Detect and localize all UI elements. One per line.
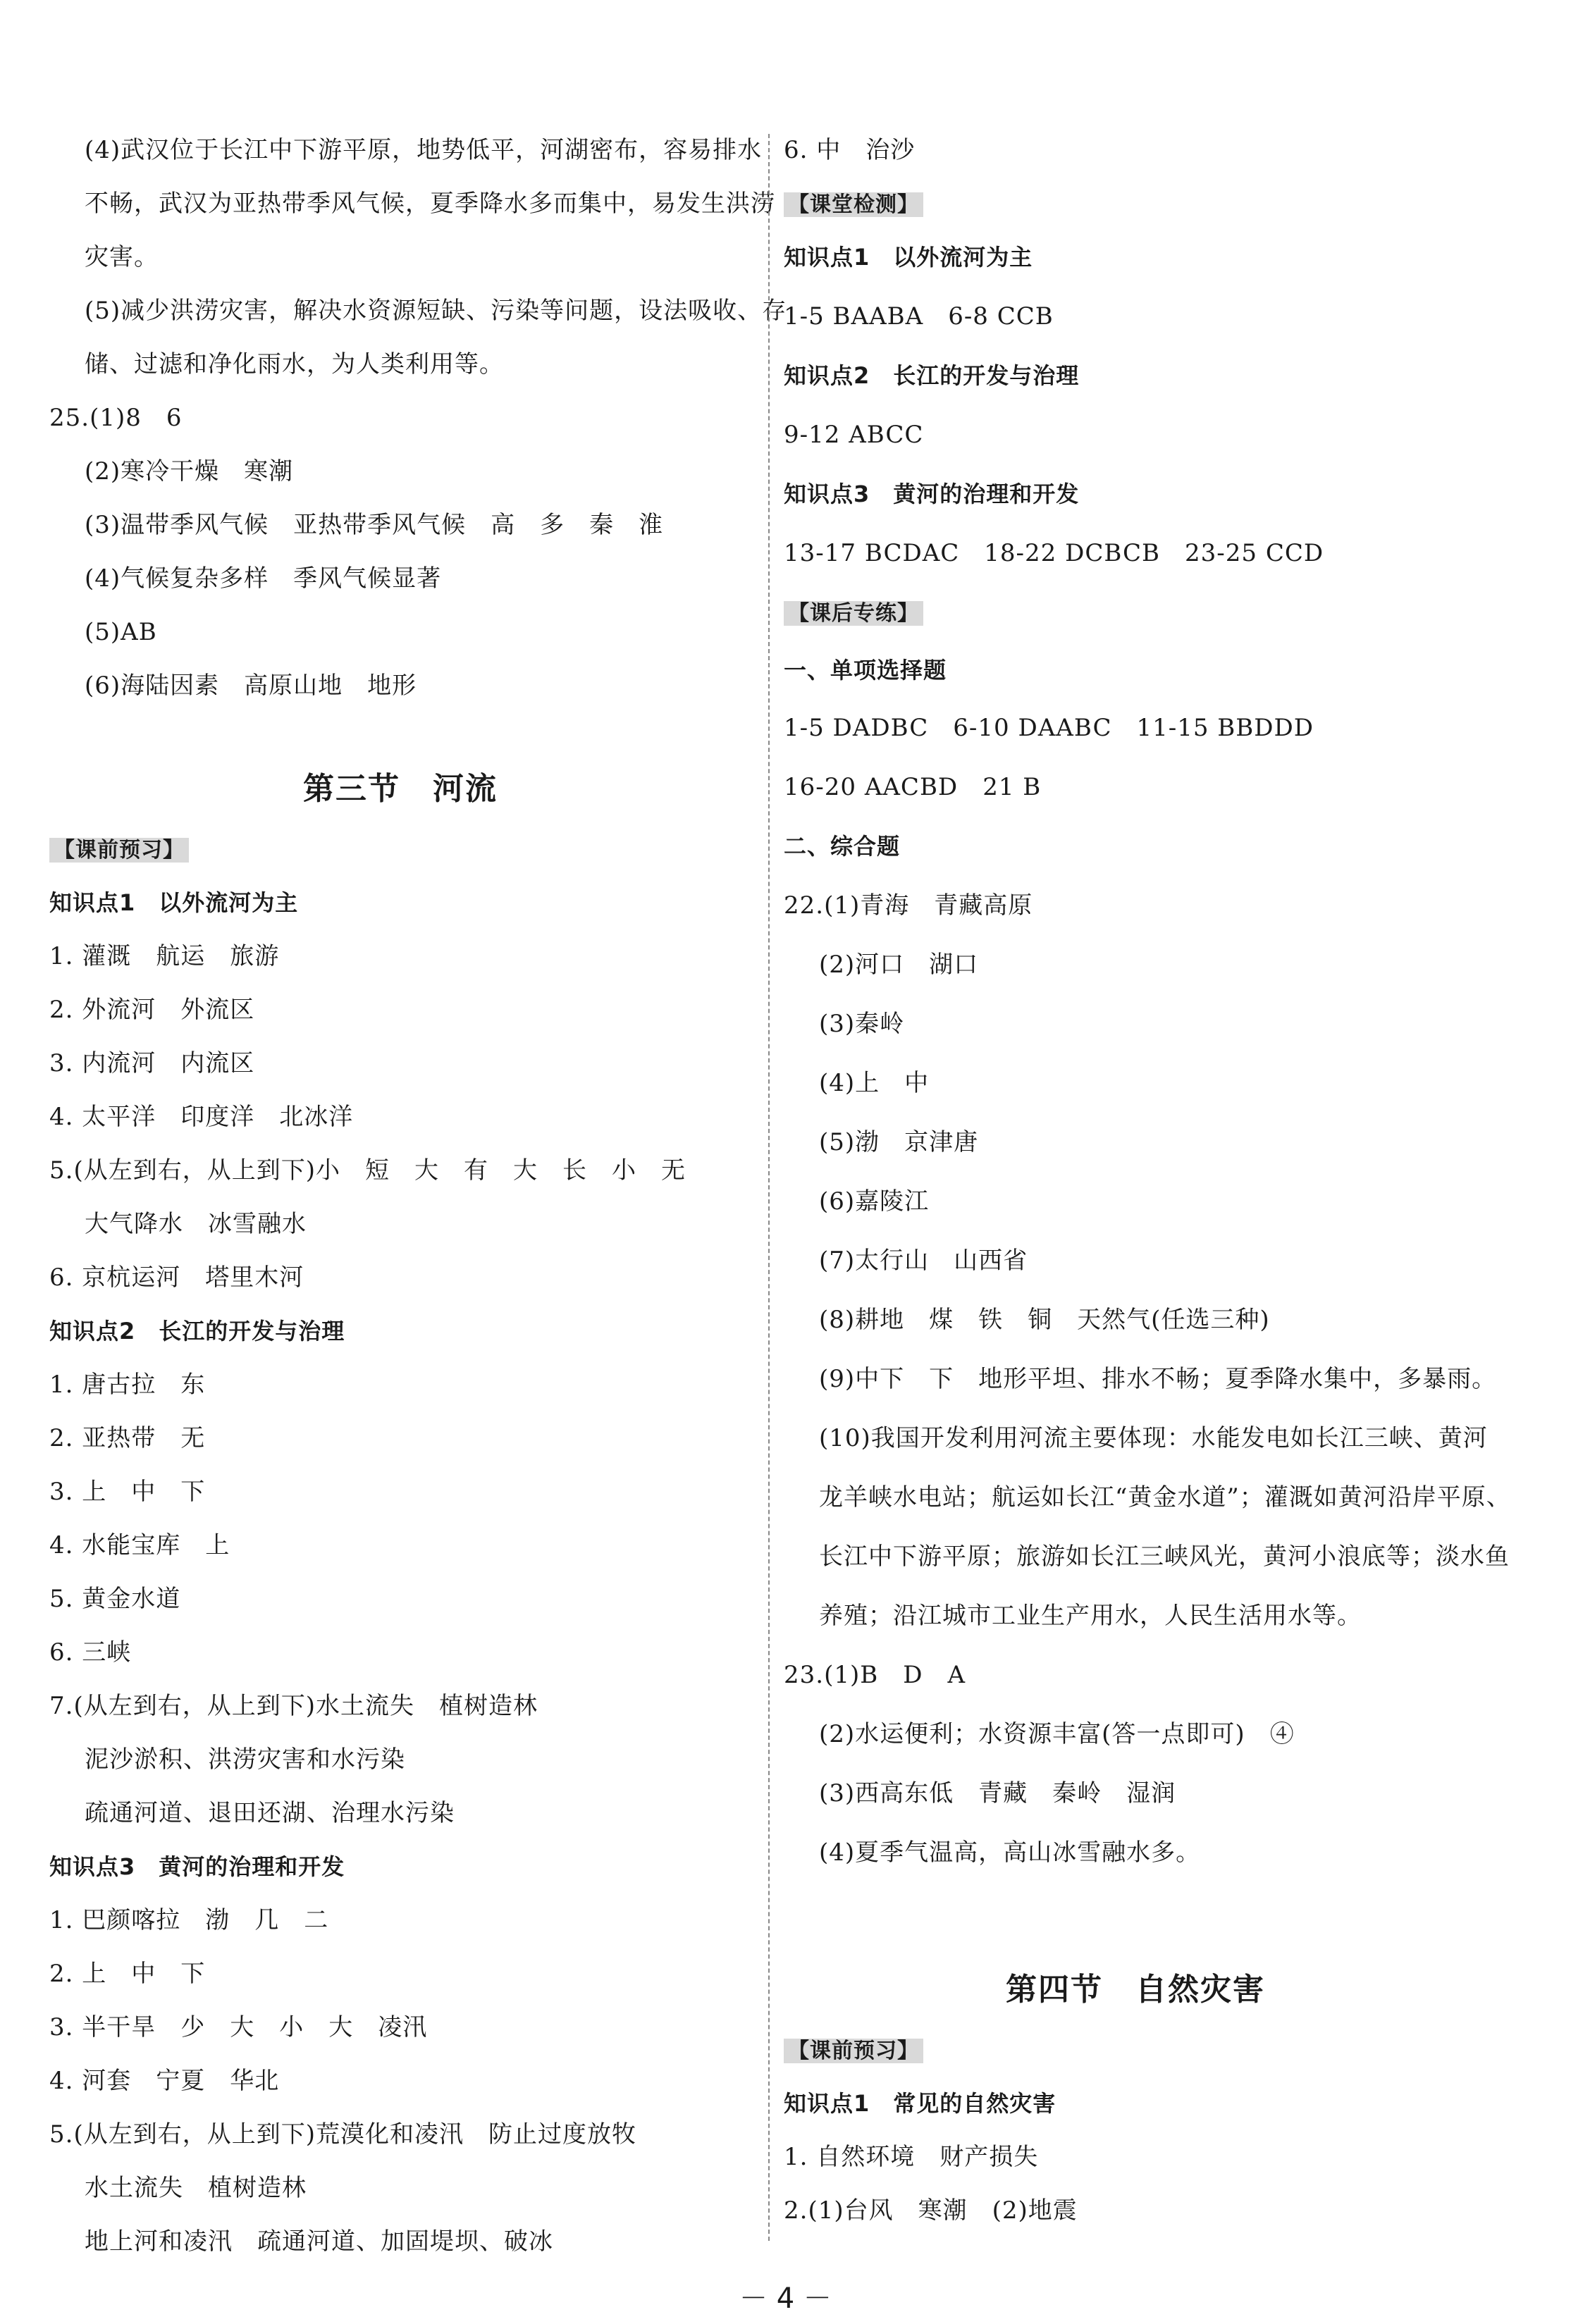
knowledge-heading: 知识点3 黄河的治理和开发 — [49, 1853, 345, 1880]
answer-line: 大气降水 冰雪融水 — [85, 1210, 307, 1238]
page-number: － 4 － — [739, 2282, 832, 2315]
knowledge-heading: 知识点1 常见的自然灾害 — [784, 2090, 1056, 2117]
answer-line: 5.(从左到右，从上到下)荒漠化和凌汛 防止过度放牧 — [49, 2120, 636, 2149]
knowledge-heading: 知识点2 长江的开发与治理 — [49, 1318, 345, 1345]
answer-line: 2. 上 中 下 — [49, 1960, 206, 1988]
answer-line: 5.(从左到右，从上到下)小 短 大 有 大 长 小 无 — [49, 1156, 686, 1185]
answer-line: (5)减少洪涝灾害，解决水资源短缺、污染等问题，设法吸收、存 — [85, 297, 787, 325]
knowledge-heading: 知识点2 长江的开发与治理 — [784, 362, 1080, 389]
answer-line: 3. 上 中 下 — [49, 1478, 206, 1506]
section-tag — [784, 189, 923, 219]
answer-line: 23.(1)B D A — [784, 1661, 966, 1689]
answer-line: (6)海陆因素 高原山地 地形 — [85, 672, 417, 700]
answer-line: 1-5 DADBC 6-10 DAABC 11-15 BBDDD — [784, 714, 1314, 742]
answer-line: (2)河口 湖口 — [819, 951, 979, 979]
answer-line: 1-5 BAABA 6-8 CCB — [784, 302, 1054, 330]
answer-line: (5)渤 京津唐 — [819, 1128, 979, 1156]
answer-line: 不畅，武汉为亚热带季风气候，夏季降水多而集中，易发生洪涝 — [85, 190, 775, 218]
answer-line: (3)西高东低 青藏 秦岭 湿润 — [819, 1779, 1176, 1807]
answer-line: 3. 半干旱 少 大 小 大 凌汛 — [49, 2013, 428, 2041]
answer-line: 16-20 AACBD 21 B — [784, 773, 1042, 801]
answer-line: (4)气候复杂多样 季风气候显著 — [85, 564, 442, 593]
answer-line: (4)武汉位于长江中下游平原，地势低平，河湖密布，容易排水 — [85, 136, 763, 164]
answer-line: 养殖；沿江城市工业生产用水，人民生活用水等。 — [819, 1602, 1362, 1630]
answer-line: 25.(1)8 6 — [49, 404, 183, 432]
answer-line: (3)秦岭 — [819, 1010, 905, 1038]
answer-line: 灾害。 — [85, 243, 159, 271]
answer-line: 7.(从左到右，从上到下)水土流失 植树造林 — [49, 1692, 538, 1720]
knowledge-heading: 知识点1 以外流河为主 — [784, 244, 1033, 271]
knowledge-heading: 一、单项选择题 — [784, 657, 947, 684]
answer-line: (4)夏季气温高，高山冰雪融水多。 — [819, 1838, 1201, 1867]
answer-line: 储、过滤和净化雨水，为人类利用等。 — [85, 350, 504, 378]
section-tag-label: 【课前预习】 — [784, 2039, 923, 2063]
answer-line: 1. 灌溉 航运 旅游 — [49, 942, 280, 970]
answer-line: 长江中下游平原；旅游如长江三峡风光，黄河小浪底等；淡水鱼 — [819, 1543, 1510, 1571]
answer-line: (10)我国开发利用河流主要体现：水能发电如长江三峡、黄河 — [819, 1424, 1488, 1452]
section-tag-label: 【课堂检测】 — [784, 192, 923, 217]
answer-line: 1. 自然环境 财产损失 — [784, 2143, 1039, 2171]
section-tag-label: 【课后专练】 — [784, 601, 923, 626]
answer-line: (3)温带季风气候 亚热带季风气候 高 多 秦 淮 — [85, 511, 664, 539]
knowledge-heading: 知识点1 以外流河为主 — [49, 889, 299, 916]
section-tag — [784, 598, 923, 628]
knowledge-heading: 知识点3 黄河的治理和开发 — [784, 481, 1080, 507]
answer-line: 疏通河道、退田还湖、治理水污染 — [85, 1799, 455, 1827]
section-title: 第四节 自然灾害 — [1006, 1972, 1265, 2008]
answer-line: 6. 三峡 — [49, 1638, 132, 1667]
section-tag — [784, 2035, 923, 2065]
answer-line: 6. 京杭运河 塔里木河 — [49, 1263, 304, 1292]
answer-line: 龙羊峡水电站；航运如长江“黄金水道”；灌溉如黄河沿岸平原、 — [819, 1483, 1511, 1512]
answer-line: (2)水运便利；水资源丰富(答一点即可) ④ — [819, 1720, 1295, 1748]
section-tag — [49, 834, 189, 865]
column-divider — [768, 134, 770, 2241]
answer-line: 5. 黄金水道 — [49, 1585, 181, 1613]
answer-line: 2. 亚热带 无 — [49, 1424, 206, 1452]
answer-line: 9-12 ABCC — [784, 421, 924, 449]
answer-line: (7)太行山 山西省 — [819, 1247, 1028, 1275]
answer-line: 3. 内流河 内流区 — [49, 1049, 255, 1077]
answer-line: (5)AB — [85, 618, 157, 646]
answer-line: 水土流失 植树造林 — [85, 2174, 307, 2202]
answer-line: 6. 中 治沙 — [784, 136, 916, 164]
answer-line: 4. 河套 宁夏 华北 — [49, 2067, 280, 2095]
answer-line: 13-17 BCDAC 18-22 DCBCB 23-25 CCD — [784, 539, 1324, 567]
answer-line: 1. 唐古拉 东 — [49, 1371, 206, 1399]
knowledge-heading: 二、综合题 — [784, 833, 901, 860]
answer-line: 1. 巴颜喀拉 渤 几 二 — [49, 1906, 329, 1934]
answer-line: 2. 外流河 外流区 — [49, 996, 255, 1024]
section-tag-label: 【课前预习】 — [49, 838, 189, 863]
answer-line: 4. 太平洋 印度洋 北冰洋 — [49, 1103, 354, 1131]
answer-line: (8)耕地 煤 铁 铜 天然气(任选三种) — [819, 1306, 1270, 1334]
answer-line: (6)嘉陵江 — [819, 1187, 930, 1216]
answer-line: 地上河和凌汛 疏通河道、加固堤坝、破冰 — [85, 2227, 553, 2256]
answer-line: (4)上 中 — [819, 1069, 930, 1097]
answer-line: (2)寒冷干燥 寒潮 — [85, 457, 294, 486]
answer-line: 22.(1)青海 青藏高原 — [784, 891, 1033, 920]
section-title: 第三节 河流 — [303, 771, 498, 807]
answer-line: 泥沙淤积、洪涝灾害和水污染 — [85, 1745, 405, 1774]
answer-line: 4. 水能宝库 上 — [49, 1531, 230, 1559]
answer-line: 2.(1)台风 寒潮 (2)地震 — [784, 2196, 1078, 2225]
answer-line: (9)中下 下 地形平坦、排水不畅；夏季降水集中，多暴雨。 — [819, 1365, 1497, 1393]
